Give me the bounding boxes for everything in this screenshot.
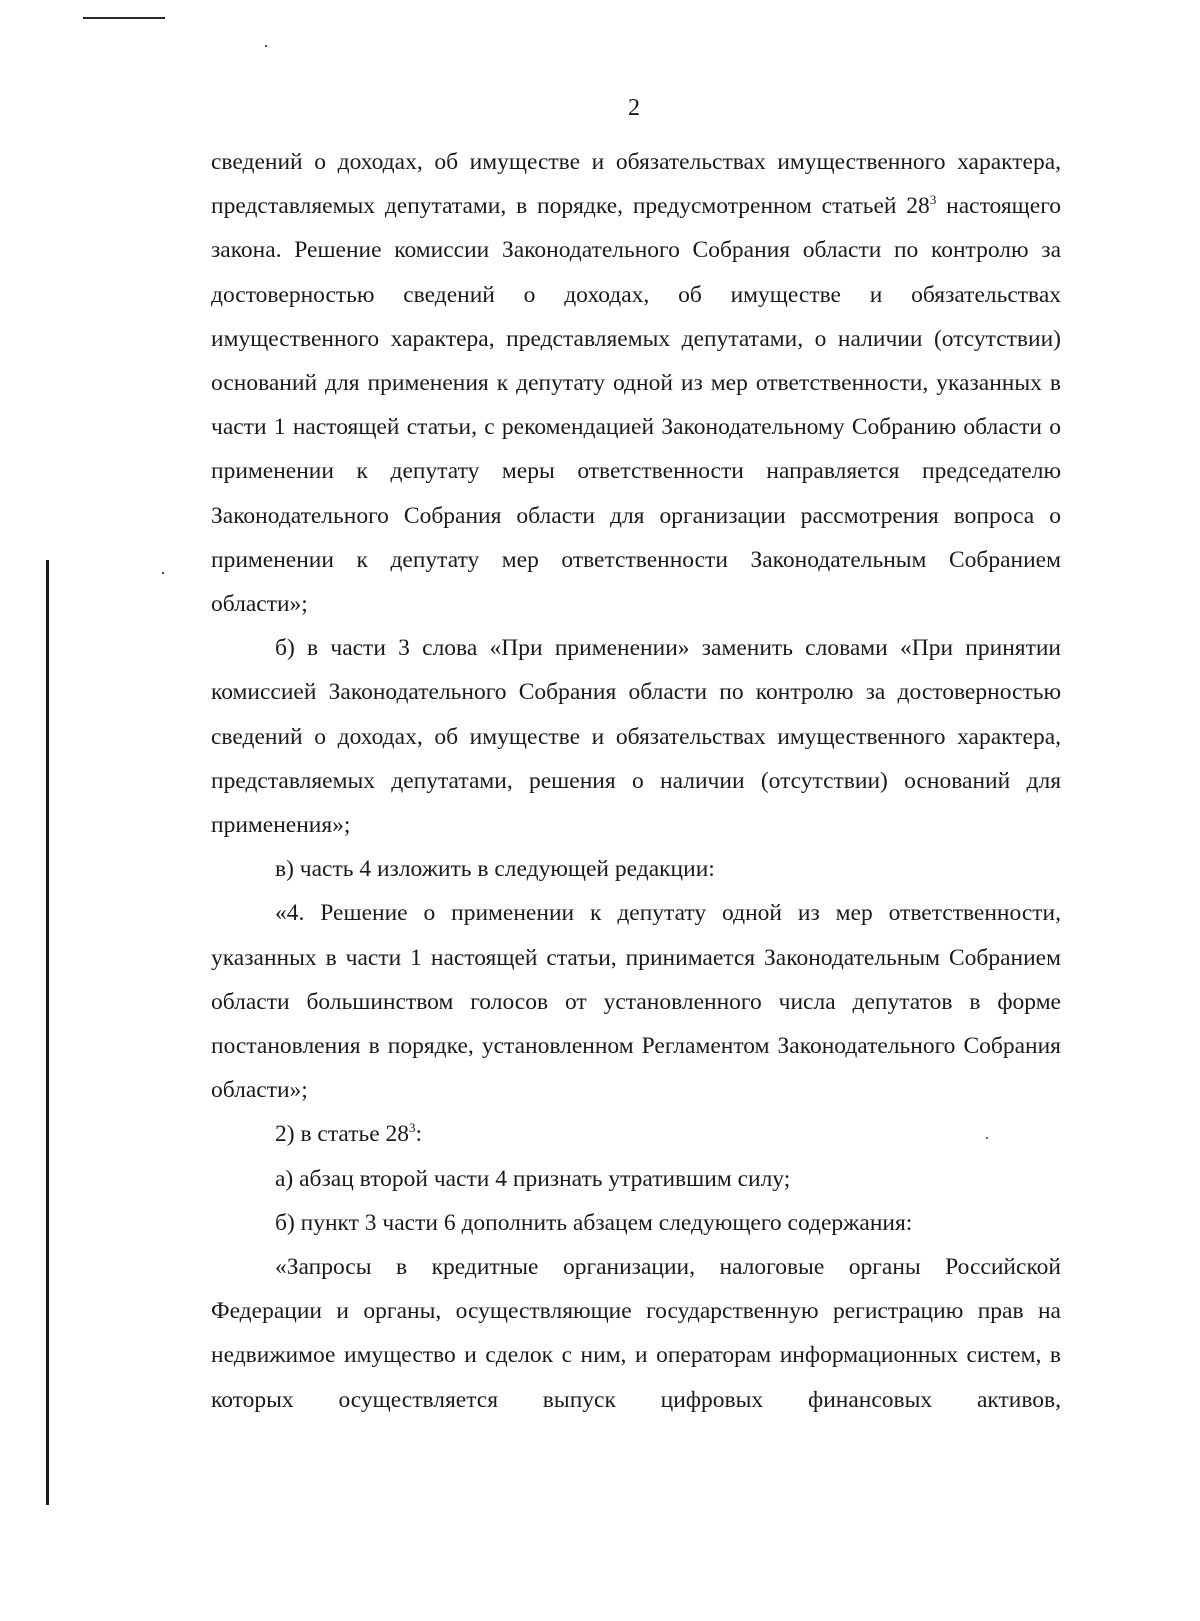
paragraph-quote-requests: «Запросы в кредитные организации, налоговые органы Российской Федерации и органы, осуществляющие государственную регистрацию прав на недвижимое имущество и сделок с ним, и операторам информационных систем, в которых осуществляется выпуск цифровых финансовых активов,	[211, 1254, 1061, 1413]
document-body	[211, 140, 1061, 1422]
scan-artifact-dot	[265, 45, 267, 47]
paragraph-item-v: в) часть 4 изложить в следующей редакции:	[275, 856, 715, 883]
paragraph-item-a: а) абзац второй части 4 признать утратившим силу;	[275, 1165, 791, 1192]
paragraph-part-4: «4. Решение о применении к депутату одной из мер ответственности, указанных в части 1 настоящей статьи, принимается Законодательным Собранием области большинством голосов от установленного числа депутатов в форме постановления в порядке, установленном Регламентом Законодательного Собрания области»;	[211, 900, 1061, 1104]
paragraph-continuation: сведений о доходах, об имуществе и обязательствах имущественного характера, представляемых депутатами, в порядке, предусмотренном статьей $28^3$ настоящего закона. Решение комиссии Законодательного Собрания области по контролю за достоверностью сведений о доходах, об имуществе и обязательствах имущественного характера, представляемых депутатами, о наличии (отсутствии) оснований для применения к депутату одной из мер ответственности, указанных в части 1 настоящей статьи, с рекомендацией Законодательному Собранию области о применении к депутату меры ответственности направляется председателю Законодательного Собрания области для организации рассмотрения вопроса о применении к депутату мер ответственности Законодательным Собранием области»;	[211, 149, 1061, 618]
scan-artifact-top-line	[83, 17, 165, 19]
scan-artifact-left-bar	[46, 560, 49, 1505]
paragraph-item-2: 2) в статье $28^3$:	[275, 1120, 423, 1148]
page-number: 2	[628, 95, 640, 121]
paragraph-item-b: б) в части 3 слова «При применении» заменить словами «При принятии комиссией Законодательного Собрания области по контролю за достоверностью сведений о доходах, об имуществе и обязательствах имущественного характера, представляемых депутатами, решения о наличии (отсутствии) оснований для применения»;	[211, 635, 1061, 839]
paragraph-item-b-2: б) пункт 3 части 6 дополнить абзацем следующего содержания:	[275, 1209, 913, 1236]
scan-artifact-dot	[162, 572, 164, 574]
